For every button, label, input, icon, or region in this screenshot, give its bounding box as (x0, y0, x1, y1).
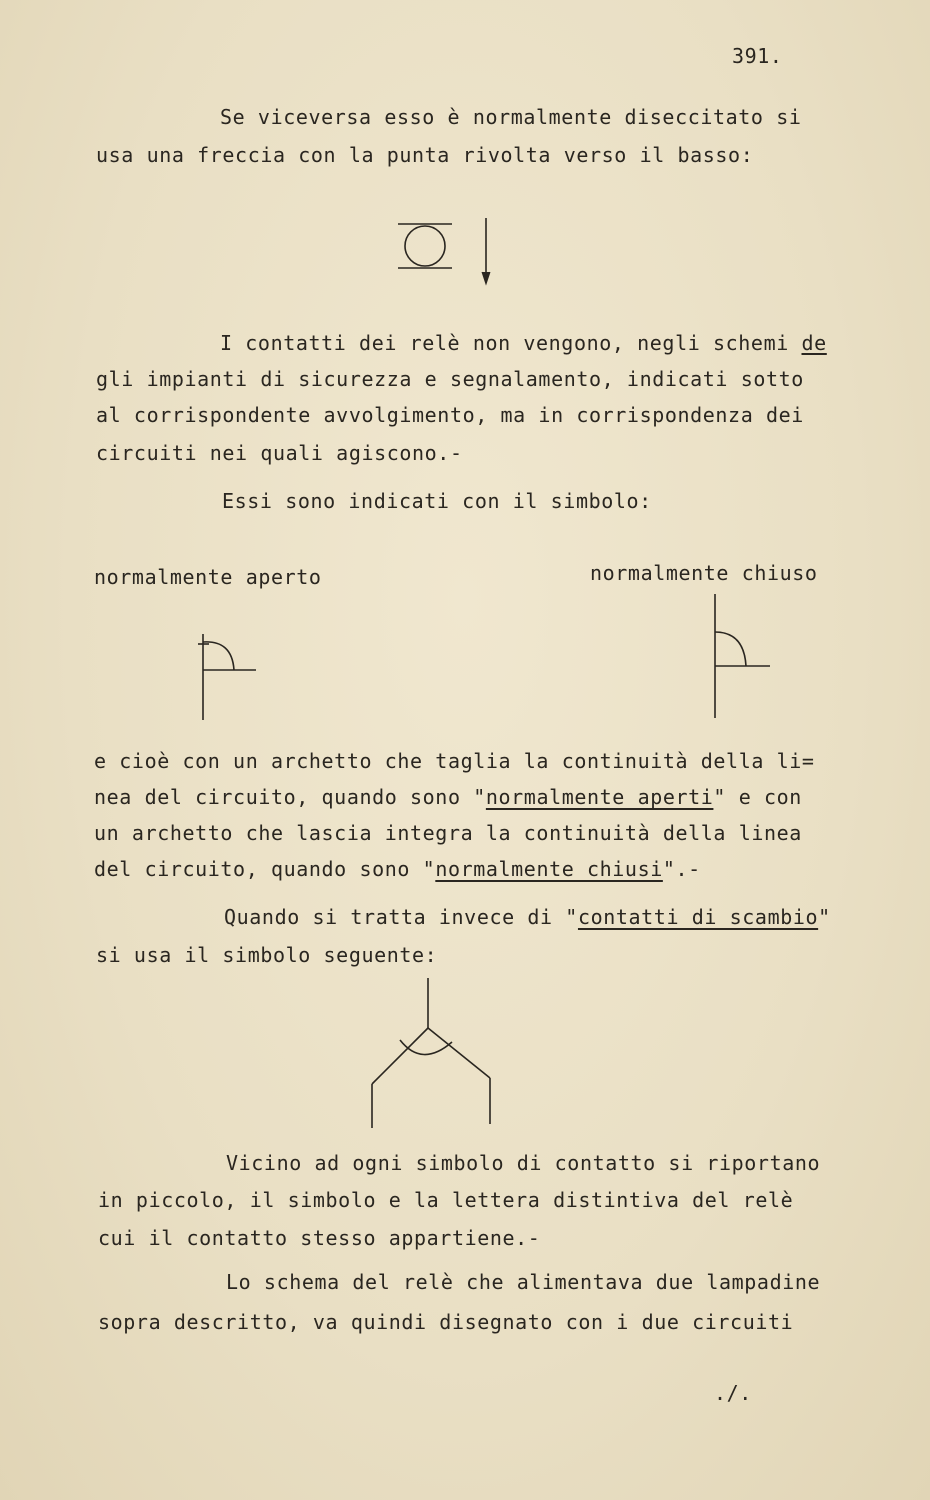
text-line: Vicino ad ogni simbolo di contatto si riportano (226, 1151, 821, 1175)
page-number: 391. (732, 44, 783, 68)
text-line: circuiti nei quali agiscono.- (96, 441, 463, 465)
deenergized-relay-symbol (396, 218, 496, 290)
text-line: si usa il simbolo seguente: (96, 943, 438, 967)
text-line: I contatti dei relè non vengono, negli schemi de (220, 331, 827, 355)
text-line: Quando si tratta invece di "contatti di scambio" (224, 905, 831, 929)
normally-closed-contact-symbol (700, 594, 780, 722)
text-line: usa una freccia con la punta rivolta verso il basso: (96, 143, 754, 167)
text-line: Essi sono indicati con il simbolo: (222, 489, 652, 513)
text-line: un archetto che lascia integra la continuità della linea (94, 821, 802, 845)
changeover-contact-symbol (366, 978, 496, 1134)
text-line: al corrispondente avvolgimento, ma in corrispondenza dei (96, 403, 804, 427)
continuation-mark: ./. (714, 1381, 752, 1405)
text-line: sopra descritto, va quindi disegnato con i due circuiti (98, 1310, 794, 1334)
arrow-down-icon (482, 272, 490, 284)
text-line: del circuito, quando sono "normalmente chiusi".- (94, 857, 701, 881)
text-line: gli impianti di sicurezza e segnalamento, indicati sotto (96, 367, 804, 391)
text-line: e cioè con un archetto che taglia la continuità della li= (94, 749, 815, 773)
label-normally-closed: normalmente chiuso (590, 561, 818, 585)
text-line: Lo schema del relè che alimentava due lampadine (226, 1270, 821, 1294)
text-line: nea del circuito, quando sono "normalmente aperti" e con (94, 785, 802, 809)
label-normally-open: normalmente aperto (94, 565, 322, 589)
text-line: cui il contatto stesso appartiene.- (98, 1226, 541, 1250)
text-line: in piccolo, il simbolo e la lettera distintiva del relè (98, 1188, 794, 1212)
text-line: Se viceversa esso è normalmente diseccitato si (220, 105, 802, 129)
normally-open-contact-symbol (186, 600, 266, 724)
